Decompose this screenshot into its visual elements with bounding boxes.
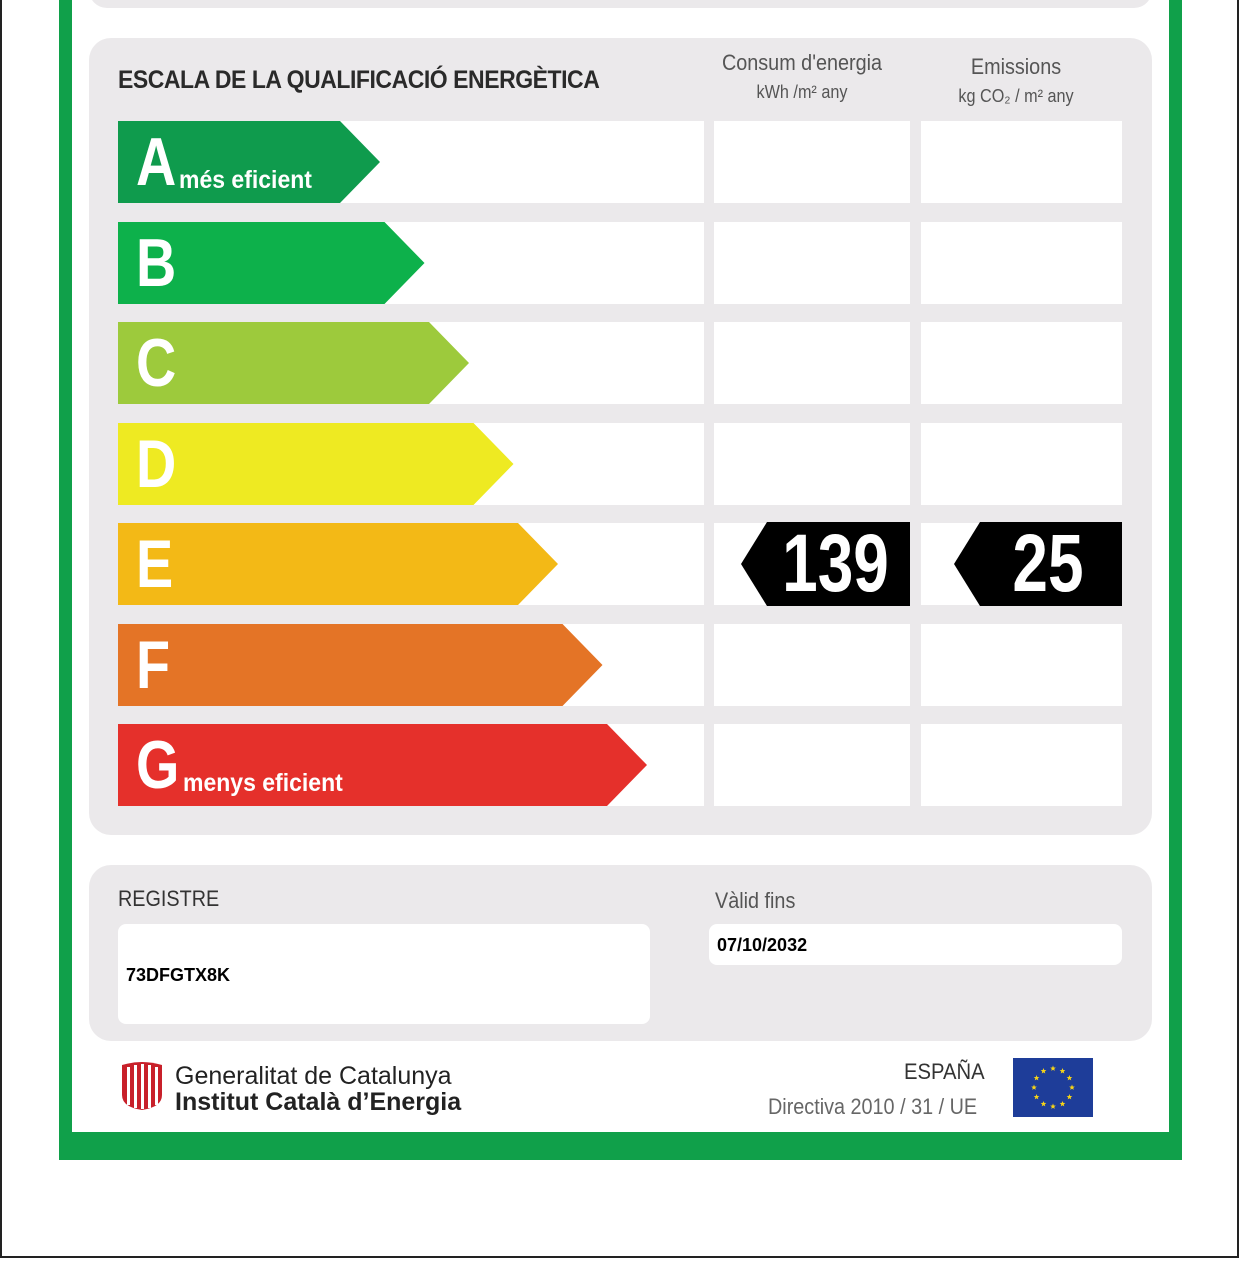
emissions-marker — [954, 518, 1122, 609]
emissions-header — [925, 54, 1107, 107]
consumption-cell — [714, 322, 910, 404]
consumption-header — [712, 50, 892, 103]
rating-arrow-shape — [118, 523, 558, 605]
eu-flag-icon — [1013, 1058, 1093, 1117]
consumption-cell — [714, 222, 910, 304]
emissions-cell — [921, 322, 1122, 404]
rating-arrow-d — [118, 423, 516, 505]
generalitat-logo-icon — [120, 1061, 164, 1111]
rating-arrow-c — [118, 322, 471, 404]
rating-arrow-shape — [118, 624, 603, 706]
emissions-cell — [921, 624, 1122, 706]
consumption-cell — [714, 724, 910, 806]
registry-value: 73DFGTX8K — [126, 965, 231, 985]
consumption-header-title: Consum d'energia — [721, 50, 883, 75]
consumption-cell — [714, 423, 910, 505]
emissions-cell — [921, 724, 1122, 806]
rating-note: més eficient — [179, 166, 313, 194]
emissions-marker-value: 25 — [1012, 518, 1084, 609]
rating-letter: B — [136, 225, 177, 301]
valid-until-label: Vàlid fins — [715, 888, 796, 913]
top-panel-edge — [89, 0, 1152, 8]
rating-note: menys eficient — [182, 769, 343, 797]
consumption-cell — [714, 121, 910, 203]
valid-until-value: 07/10/2032 — [717, 935, 808, 955]
emissions-header-title: Emissions — [970, 54, 1062, 79]
rating-arrow-g — [118, 724, 649, 806]
emissions-header-unit: kg CO₂ / m² any — [958, 86, 1074, 106]
rating-arrow-shape — [118, 423, 514, 505]
icaen-name: Institut Català d’Energia — [175, 1088, 462, 1116]
rating-arrow-f — [118, 624, 605, 706]
rating-arrow-a — [118, 121, 382, 203]
consumption-cell — [714, 624, 910, 706]
consumption-marker-value: 139 — [782, 518, 889, 609]
emissions-cell — [921, 121, 1122, 203]
country-label: ESPAÑA — [904, 1059, 985, 1084]
registry-label: REGISTRE — [118, 886, 220, 911]
rating-letter: F — [136, 627, 171, 703]
directive-label: Directiva 2010 / 31 / UE — [768, 1094, 978, 1119]
consumption-marker — [741, 518, 910, 609]
rating-letter: E — [136, 526, 174, 602]
rating-letter: D — [136, 426, 177, 502]
scale-title: ESCALA DE LA QUALIFICACIÓ ENERGÈTICA — [118, 66, 600, 94]
rating-letter: C — [136, 325, 177, 401]
emissions-cell — [921, 423, 1122, 505]
emissions-cell — [921, 222, 1122, 304]
consumption-header-unit: kWh /m² any — [756, 82, 848, 102]
rating-arrow-e — [118, 523, 560, 605]
rating-arrow-b — [118, 222, 427, 304]
rating-letter: G — [136, 727, 180, 803]
rating-letter: A — [136, 124, 177, 200]
generalitat-name: Generalitat de Catalunya — [175, 1062, 452, 1090]
